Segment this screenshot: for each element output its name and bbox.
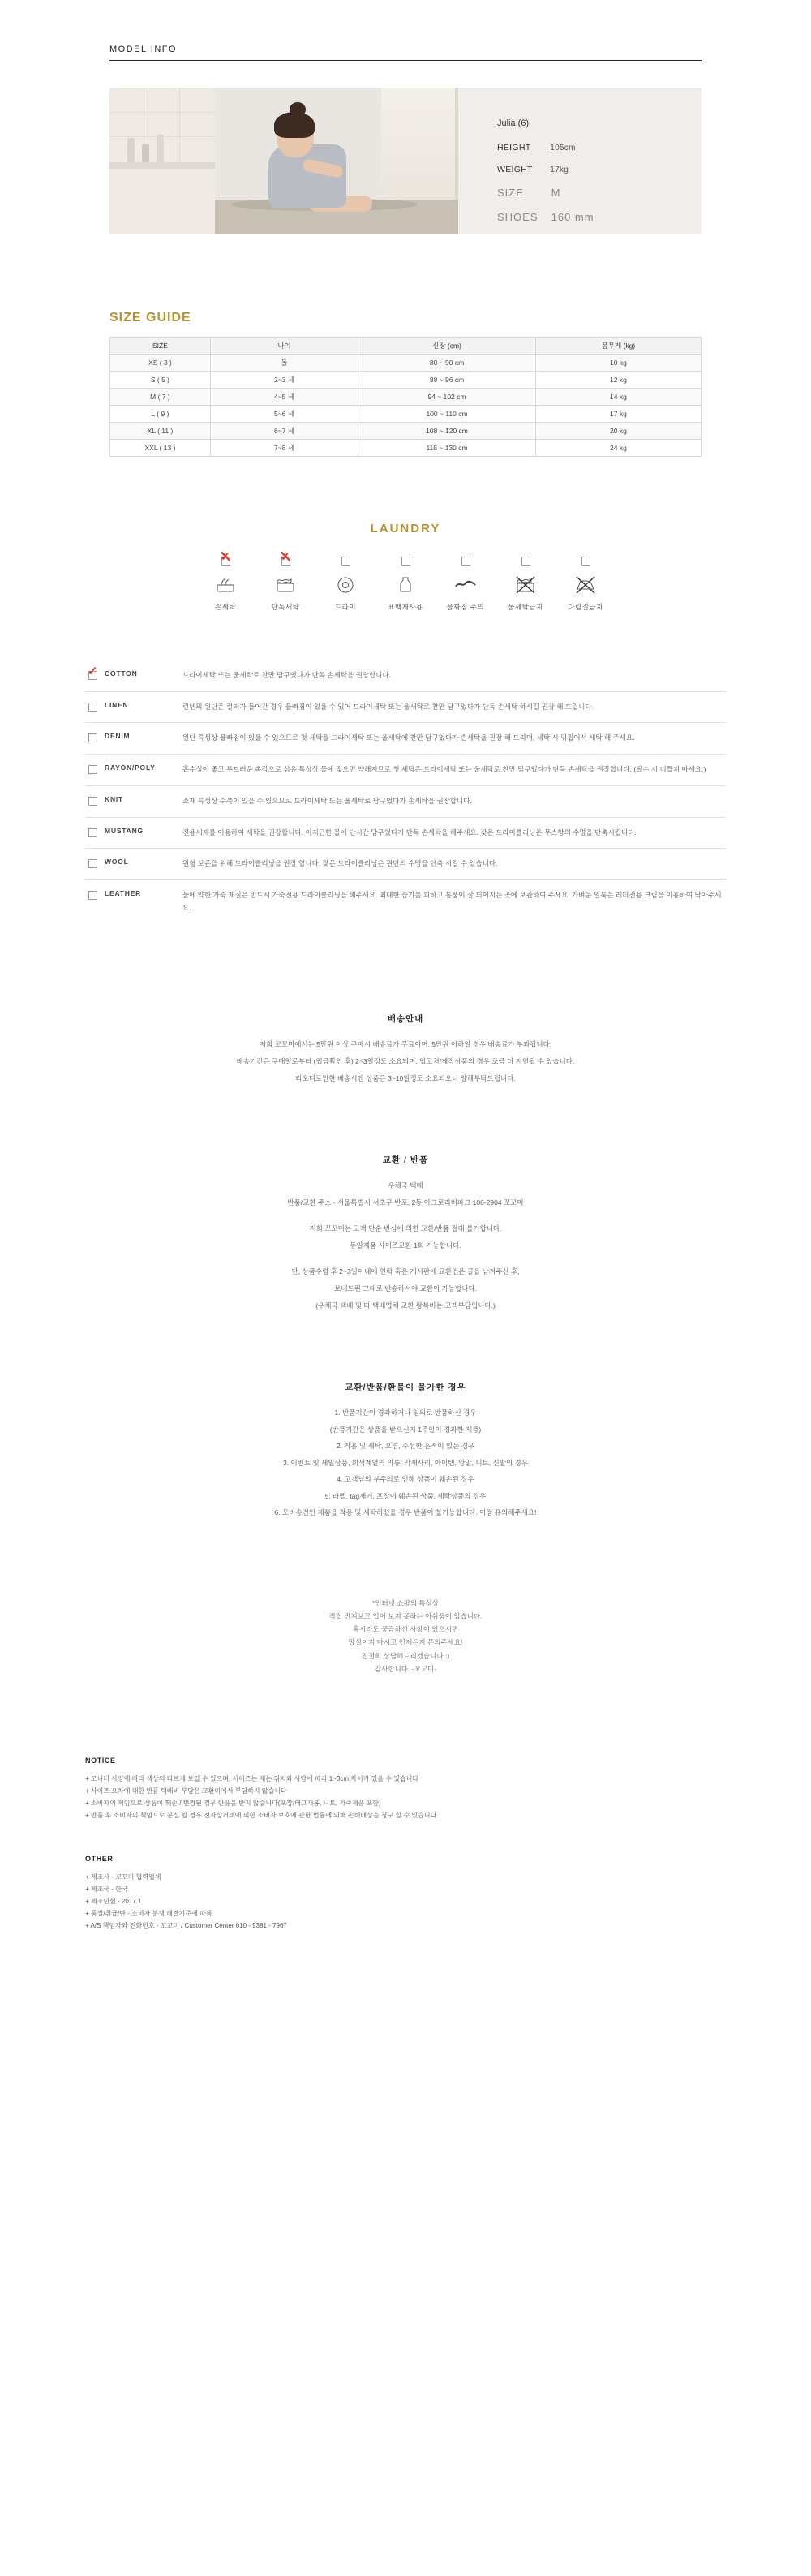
no-exchange-title: 교환/반품/환불이 불가한 경우 [345, 1383, 466, 1393]
notice-title: NOTICE [85, 1756, 116, 1765]
exchange-line: 단, 상품수령 후 2~3일이내에 연락 혹은 게시판에 교환건은 글을 남겨주신 후, [291, 1267, 520, 1276]
exchange-line: 동일제품 사이즈교환 1회 가능합니다. [350, 1241, 461, 1249]
fabric-name: RAYON/POLY [105, 763, 156, 772]
notice-section [0, 1757, 811, 1822]
bleach-icon [375, 572, 436, 596]
cell-weight: 17 kg [535, 406, 701, 423]
fabric-desc: 물에 약한 가죽 제질은 반드시 가죽전용 드라이클리닝을 해주세요. 최대한 습기를 피하고 통풍이 잘 되어지는 곳에 보관하여 주세요. 가벼운 얼룩은 레더전용 크림을 이용하여 닦아주세요. [182, 891, 722, 912]
fabric-desc: 소재 특성상 수축이 있을 수 있으므로 드라이세탁 또는 울세탁로 담구었다가 손세탁을 권장합니다. [182, 796, 472, 805]
cell-height: 100 ~ 110 cm [358, 406, 536, 423]
model-spec-shoes [497, 211, 702, 223]
laundry-icon-list [0, 557, 811, 612]
col-age: 나이 [210, 338, 358, 355]
model-spec-weight-value: 17kg [550, 166, 569, 174]
closing-line: 친절히 상담해드리겠습니다 :) [361, 1651, 450, 1660]
cell-weight: 20 kg [535, 423, 701, 440]
laundry-item-dry [315, 557, 375, 612]
model-spec-size-value: M [551, 187, 561, 199]
exchange-line: (우체국 택배 및 타 택배업체 교환 왕복비는 고객부담입니다.) [315, 1301, 496, 1310]
exchange-line: 우체국 택배 [388, 1181, 423, 1190]
no-iron-icon [556, 572, 616, 596]
machine-wash-checkbox[interactable] [281, 557, 290, 566]
size-guide-section [0, 311, 811, 457]
cell-size: M ( 7 ) [110, 389, 211, 406]
no-exchange-section [0, 1381, 811, 1520]
no-exchange-item: 3. 이벤트 및 세일상품, 회색계열의 의류, 악세사리, 아이템, 앙말, 니트, 신발의 경우 [283, 1458, 528, 1467]
table-row [110, 440, 702, 457]
col-height: 신장 (cm) [358, 338, 536, 355]
fabric-row-cotton [85, 660, 726, 692]
cell-size: XXL ( 13 ) [110, 440, 211, 457]
shipping-section [0, 1013, 811, 1085]
laundry-label: 다림질금지 [568, 603, 603, 611]
fabric-row-linen [85, 692, 726, 724]
laundry-section [0, 522, 811, 612]
fabric-desc: 전용세제를 이용하여 세탁을 권장합니다. 이지근한 물에 단시간 담구었다가 단독 손세탁을 해주세요. 잦은 드라이클리닝은 무스항의 수명을 단축시킵니다. [182, 828, 637, 836]
notice-line: + 사이즈 오차에 대한 반품 택배비 부담은 교환미에서 부담하지 않습니다 [85, 1787, 287, 1795]
closing-line: 혹시라도 궁금하신 사항이 있으시면 [352, 1625, 459, 1634]
other-line: + A/S 책임자와 전화번호 - 꼬꼬미 / Customer Center 010 - 9381 - 7967 [85, 1922, 287, 1930]
model-spec-height-value: 105cm [550, 144, 576, 153]
cell-age: 5~6 세 [210, 406, 358, 423]
model-photo [109, 88, 458, 234]
fabric-desc: 린넨의 원단은 컬러가 들어간 경우 물빠짐이 있을 수 있어 드라이세탁 또는 울세탁로 찬만 담구었다가 단독 손세탁 하시길 권장 해 드립니다. [182, 702, 594, 711]
cell-size: L ( 9 ) [110, 406, 211, 423]
no-iron-checkbox[interactable] [581, 557, 590, 566]
fabric-desc: 원형 보존을 위해 드라이클리닝을 권장 합니다. 잦은 드라이클리닝은 원단의 수명을 단축 시킬 수 있습니다. [182, 859, 498, 868]
model-info-section [0, 45, 811, 61]
fabric-care-list [0, 660, 811, 923]
machine-wash-icon [255, 572, 315, 596]
cell-age: 7~8 세 [210, 440, 358, 457]
exchange-line: 저희 꼬꼬미는 고객 단순 변심에 의한 교환/반품 절대 불가합니다. [309, 1224, 502, 1233]
fabric-desc: 흡수성이 좋고 부드러운 촉감으로 섬유 특성상 물에 젖으면 약해지므로 첫 세탁은 드라이세탁 또는 울세탁로 찬만 담구었다가 단독 손세탁을 권장합니다. (탈수 시 비틀지 마세요.) [182, 765, 706, 774]
closing-line: 감사합니다. -꼬꼬미- [374, 1664, 437, 1673]
closing-line: 직접 만져보고 입어 보지 못하는 아쉬움이 있습니다. [328, 1612, 483, 1621]
no-exchange-item: 1. 반품기간이 경과하거나 임의로 반품하신 경우 [334, 1408, 477, 1417]
no-exchange-item: (반품기간은 상품을 받으신지 1주일이 경과한 제품) [329, 1425, 482, 1434]
model-spec-shoes-label: SHOES [497, 211, 539, 223]
table-header-row [110, 338, 702, 355]
laundry-item-no-machine-wash [496, 557, 556, 612]
linen-checkbox[interactable] [88, 703, 97, 712]
other-line: + 품질/취급/단 - 소비자 분쟁 해결기준에 따름 [85, 1910, 212, 1918]
fabric-row-mustang [85, 818, 726, 849]
table-row [110, 389, 702, 406]
cell-size: XL ( 11 ) [110, 423, 211, 440]
hand-wash-icon [195, 572, 255, 596]
col-size: SIZE [110, 338, 211, 355]
laundry-label: 단독세탁 [271, 603, 300, 611]
model-spec-size [497, 187, 702, 199]
knit-checkbox[interactable] [88, 797, 97, 806]
cell-age: 2~3 세 [210, 372, 358, 389]
cell-weight: 12 kg [535, 372, 701, 389]
product-detail-page [0, 45, 811, 1989]
fabric-name: KNIT [105, 794, 124, 803]
laundry-title: LAUNDRY [370, 522, 441, 535]
model-photo-block [109, 88, 702, 234]
laundry-label: 표백제사용 [388, 603, 423, 611]
cell-weight: 14 kg [535, 389, 701, 406]
fabric-row-knit [85, 786, 726, 818]
cotton-checkbox[interactable] [88, 671, 97, 680]
rayon-poly-checkbox[interactable] [88, 765, 97, 774]
leather-checkbox[interactable] [88, 891, 97, 900]
table-row [110, 355, 702, 372]
exchange-line: 보내드린 그대로 반송하셔야 교환이 가능합니다. [333, 1284, 478, 1292]
notice-line: + 모니터 사양에 따라 색상의 다르게 보일 수 있으며, 사이즈는 재는 위치와 사람에 따라 1~3cm 차이가 있을 수 있습니다 [85, 1774, 419, 1783]
bleach-checkbox[interactable] [401, 557, 410, 566]
table-row [110, 423, 702, 440]
cell-age: 돌 [210, 355, 358, 372]
exchange-line: 반품/교환 주소 - 서울특별시 서초구 반포, 2동 아크로리버파크 106-2904 꼬꼬미 [287, 1198, 524, 1206]
closing-line: *인터넷 쇼핑의 특성상 [372, 1599, 439, 1608]
model-name: Julia (6) [497, 118, 530, 128]
size-guide-title: SIZE GUIDE [109, 311, 191, 325]
dry-checkbox[interactable] [341, 557, 350, 566]
table-row [110, 372, 702, 389]
shipping-title: 배송안내 [387, 1014, 424, 1025]
other-line: + 제조국 - 한국 [85, 1885, 128, 1893]
shipping-line: 저희 꼬꼬미에서는 5만원 이상 구매시 배송료가 무료이며, 5만원 이하일 경우 배송료가 부과됩니다. [259, 1040, 552, 1049]
wring-checkbox[interactable] [461, 557, 470, 566]
wring-icon [436, 572, 496, 596]
cell-size: XS ( 3 ) [110, 355, 211, 372]
fabric-row-leather [85, 880, 726, 923]
cell-height: 94 ~ 102 cm [358, 389, 536, 406]
cell-height: 118 ~ 130 cm [358, 440, 536, 457]
tumble-dry-icon [315, 572, 375, 596]
no-machine-wash-icon [496, 572, 556, 596]
exchange-section [0, 1154, 811, 1312]
laundry-item-machine-wash [255, 557, 315, 612]
exchange-title: 교환 / 반품 [382, 1155, 429, 1166]
laundry-item-bleach [375, 557, 436, 612]
cell-age: 4~5 세 [210, 389, 358, 406]
shipping-line: 배송기간은 구매일로부터 (입금확인 후) 2~3일정도 소요되며, 입고처/제작상품의 경우 조금 더 지연될 수 있습니다. [236, 1057, 575, 1066]
fabric-desc: 드라이세탁 또는 울세탁로 찬만 담구었다가 단독 손세탁을 권장합니다. [182, 671, 392, 679]
fabric-row-wool [85, 849, 726, 880]
notice-line: + 반품 후 소비자의 책임으로 분실 될 경우 전자상거래에 의한 소비자 보호에 관한 법률에 의해 손해배상을 청구 할 수 있습니다 [85, 1812, 437, 1820]
model-spec-weight [497, 165, 702, 174]
model-info-title: MODEL INFO [109, 45, 702, 61]
cell-weight: 10 kg [535, 355, 701, 372]
cell-age: 6~7 세 [210, 423, 358, 440]
col-weight: 몸무게 (kg) [535, 338, 701, 355]
shipping-line: 리오디로인한 배송시엔 상품은 3~10일정도 소요되오니 양해부탁드립니다. [295, 1073, 516, 1082]
cell-height: 108 ~ 120 cm [358, 423, 536, 440]
no-machine-wash-checkbox[interactable] [521, 557, 530, 566]
model-spec-height-label: HEIGHT [497, 143, 531, 153]
laundry-item-no-iron [556, 557, 616, 612]
laundry-label: 물짜짐 주의 [446, 603, 485, 611]
other-title: OTHER [85, 1854, 114, 1863]
denim-checkbox[interactable] [88, 733, 97, 742]
other-section [0, 1855, 811, 1989]
fabric-name: LEATHER [105, 889, 142, 898]
size-guide-table [109, 337, 702, 457]
cell-height: 88 ~ 96 cm [358, 372, 536, 389]
closing-line: 망설이지 마시고 언제든지 문의주세요! [348, 1638, 463, 1647]
laundry-label: 손세탁 [214, 603, 237, 611]
no-exchange-item: 2. 착용 및 세탁, 오염, 수선한 흔적이 있는 경우 [336, 1442, 475, 1451]
fabric-name: LINEN [105, 700, 129, 709]
model-spec-weight-label: WEIGHT [497, 165, 533, 174]
laundry-label: 물세탁금지 [508, 603, 543, 611]
no-exchange-item: 4. 고객님의 부주의로 인해 상품이 훼손된 경우 [337, 1475, 474, 1484]
model-spec-shoes-value: 160 mm [551, 211, 594, 223]
mustang-checkbox[interactable] [88, 828, 97, 837]
closing-note [0, 1597, 811, 1675]
laundry-label: 드라이 [334, 603, 357, 611]
no-exchange-item: 5. 라벨, tag제거, 포장이 훼손된 상품, 세탁상품의 경우 [324, 1491, 487, 1500]
laundry-item-wring [436, 557, 496, 612]
hand-wash-checkbox[interactable] [221, 557, 230, 566]
laundry-item-hand-wash [195, 557, 255, 612]
cell-height: 80 ~ 90 cm [358, 355, 536, 372]
other-line: + 제조사 - 꼬꼬미 협력업체 [85, 1873, 161, 1881]
fabric-desc: 원단 특성상 물빠짐이 있을 수 있으므로 첫 세탁을 드라이세탁 또는 울세탁에 찬만 담구었다가 손세탁을 권장 해 드리며, 세탁 시 뒤집어서 세탁 해 주세요. [182, 733, 635, 742]
fabric-row-rayon-poly [85, 755, 726, 786]
model-spec-height [497, 143, 702, 153]
cell-size: S ( 5 ) [110, 372, 211, 389]
table-row [110, 406, 702, 423]
fabric-name: WOOL [105, 858, 129, 867]
notice-line: + 소비자의 책임으로 상품이 훼손 / 변경된 경우 반품을 받지 않습니다(포장/태그개봉, 니트, 가죽제품 포함) [85, 1800, 381, 1808]
other-line: + 제조년월 - 2017.1 [85, 1898, 142, 1905]
cell-weight: 24 kg [535, 440, 701, 457]
fabric-name: COTTON [105, 669, 138, 677]
model-specs [458, 88, 702, 234]
wool-checkbox[interactable] [88, 859, 97, 868]
fabric-row-denim [85, 723, 726, 755]
model-spec-size-label: SIZE [497, 187, 524, 199]
fabric-name: DENIM [105, 732, 131, 741]
no-exchange-item: 6. 모바송건인 제품을 착용 및 세탁하셨을 경우 반품이 불가능합니다. 이점 유의해주세요! [274, 1508, 537, 1517]
fabric-name: MUSTANG [105, 826, 144, 835]
